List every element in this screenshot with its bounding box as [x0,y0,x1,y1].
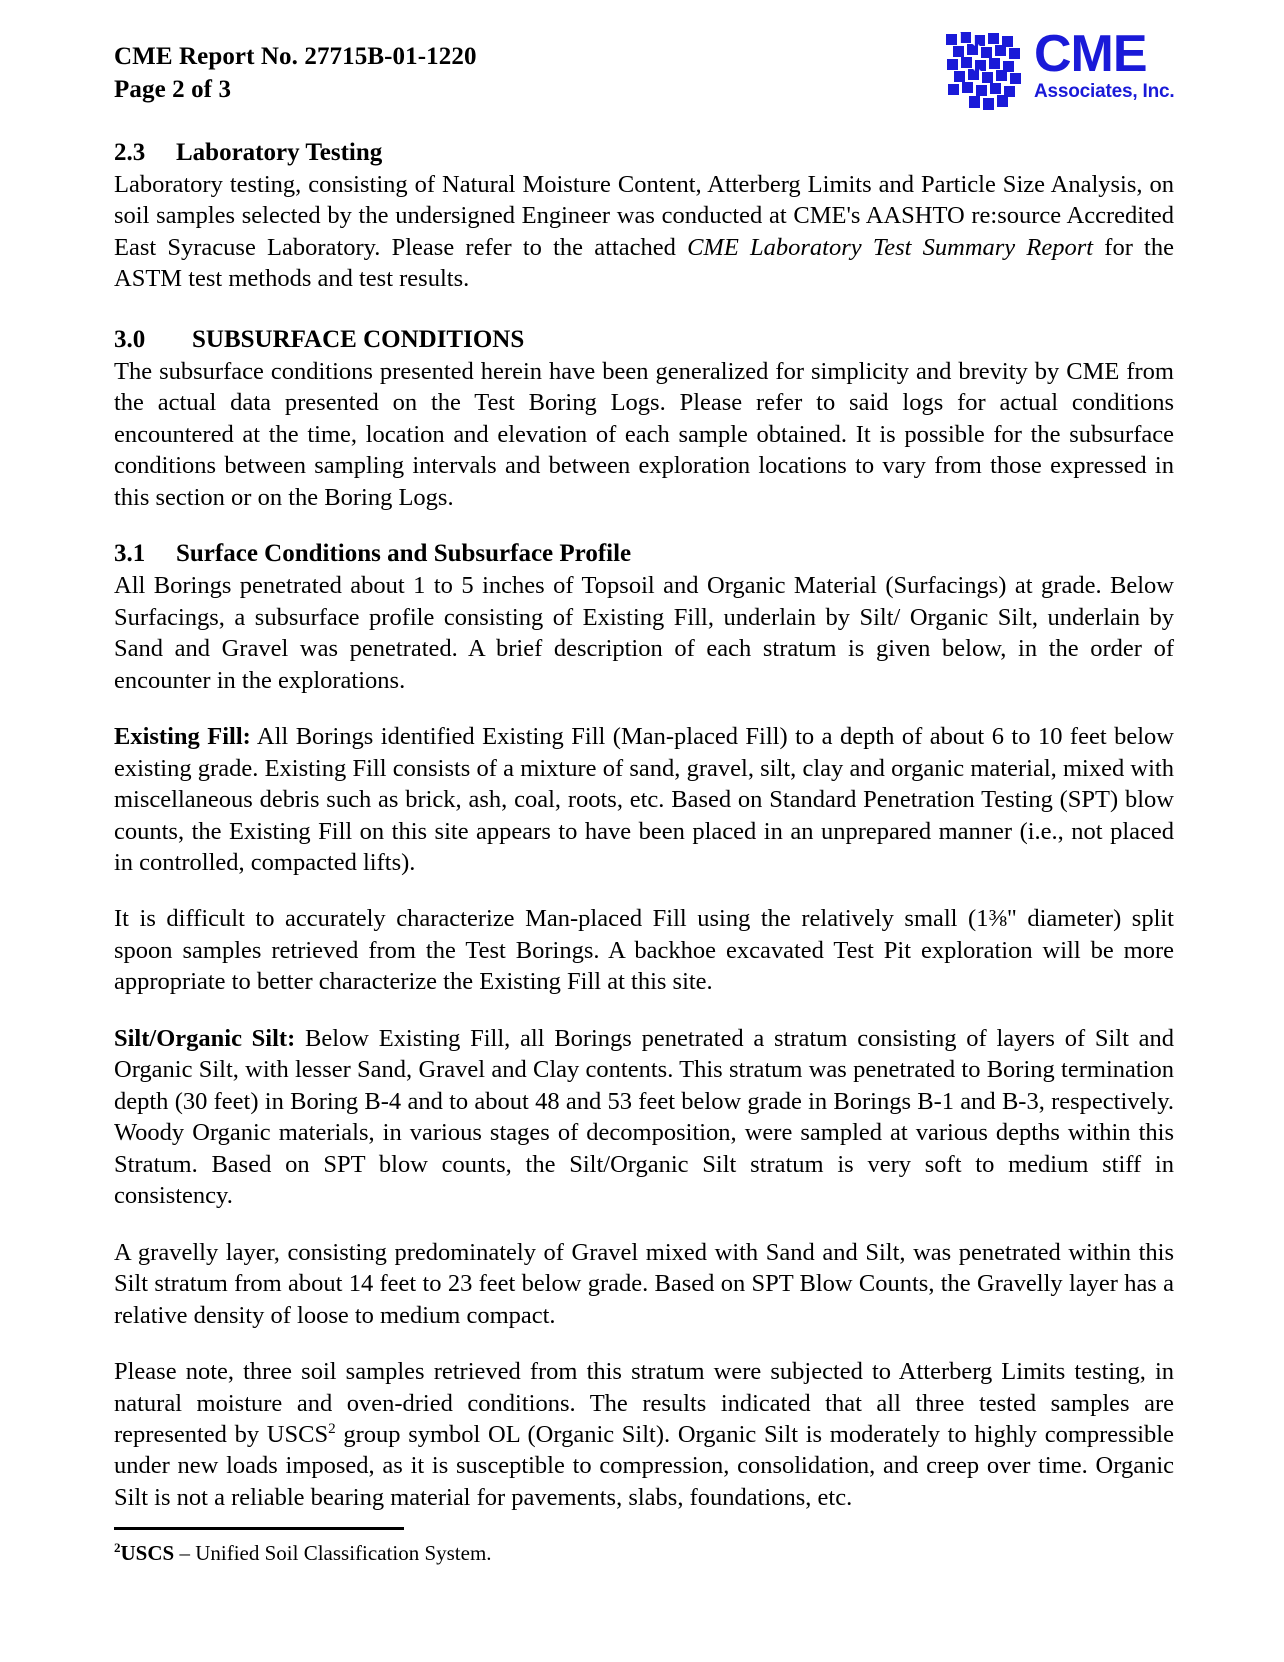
paragraph-split-spoon: It is difficult to accurately characterize Man-placed Fill using the relatively small (1⅜" diameter) split spoon samples retrieved from the Test Borings. A backhoe excavated Test Pit exploration will be more appropriate to better characterize the Existing Fill at this site. [114,905,1174,996]
paragraph-laboratory-testing [114,169,1174,295]
paragraph-surface-profile: All Borings penetrated about 1 to 5 inches of Topsoil and Organic Material (Surfacings) at grade. Below Surfacings, a subsurface profile consisting of Existing Fill, underlain by Silt/ Organic Silt, underlain by Sand and Gravel was penetrated. A brief description of each stratum is given below, in the order of encounter in the explorations. [114,572,1174,694]
para-text: Below Existing Fill, all Borings penetrated a stratum consisting of layers of Silt and Organic Silt, with lesser Sand, Gravel and Clay contents. This stratum was penetrated to Boring termination depth (30 feet) in Boring B-4 and to about 48 and 53 feet below grade in Borings B-1 and B-3, respectively. Woody Organic materials, in various stages of decomposition, were sampled at various depths within this Stratum. Based on SPT blow counts, the Silt/Organic Silt stratum is very soft to medium stiff in consistency. [114,1024,1175,1210]
logo-tagline: Associates, Inc. [1034,81,1175,102]
footnote-term: USCS [120,1540,175,1565]
para-text-b: for the ASTM test methods and test results. [114,233,1174,293]
para-text-b: group symbol OL (Organic Silt). Organic Silt is moderately to highly compressible under new loads imposed, as it is susceptible to compression, consolidation, and creep over time. Organic Silt is not a reliable bearing material for pavements, slabs, foundations, etc. [114,1421,1174,1511]
footnote-definition: – Unified Soil Classification System. [174,1540,492,1565]
document-body [114,138,1174,1513]
section-spacer [114,513,1174,539]
term-existing-fill: Existing Fill: [114,723,251,751]
heading-title: Laboratory Testing [176,139,383,166]
footnote-reference-marker: 2 [328,1419,336,1437]
heading-number: 3.0 [114,325,146,353]
section-laboratory-testing [114,138,1174,295]
page-header [114,25,1175,122]
term-silt-organic-silt: Silt/Organic Silt: [114,1024,296,1052]
section-spacer [114,295,1174,325]
page-number: Page 2 of 3 [114,76,232,103]
paragraph-existing-fill [114,721,1174,878]
para-text: All Borings identified Existing Fill (Man-placed Fill) to a depth of about 6 to 10 feet below existing grade. Existing Fill consists of a mixture of sand, gravel, silt, clay and organic material, mixed with miscellaneous debris such as brick, ash, coal, roots, etc. Based on Standard Penetration Testing (SPT) blow counts, the Existing Fill on this site appears to have been placed in an unprepared manner (i.e., not placed in controlled, compacted lifts). [114,723,1174,876]
heading-title: Surface Conditions and Subsurface Profile [176,540,632,568]
section-subsurface-conditions [114,325,1174,513]
para-text-a: Laboratory testing, consisting of Natural Moisture Content, Atterberg Limits and Particle Size Analysis, on soil samples selected by the undersigned Engineer was conducted at CME's AASHTO re:source Accredited East Syracuse Laboratory. Please refer to the attached [114,171,1174,261]
heading-title: SUBSURFACE CONDITIONS [192,325,525,353]
cube-blocks-icon [944,32,1026,112]
para-text-italic: CME Laboratory Test Summary Report [687,233,1094,261]
heading-surface-profile [114,539,1174,569]
footnote-area [114,1527,1174,1566]
para-text-a: Please note, three soil samples retrieved from this stratum were subjected to Atterberg Limits testing, in natural moisture and oven-dried conditions. The results indicated that all three tested samples are represented by USCS [114,1358,1174,1448]
section-surface-profile [114,539,1174,1513]
cme-logo [944,25,1179,112]
footnote-entry [114,1540,1174,1566]
paragraph-subsurface-intro: The subsurface conditions presented herein have been generalized for simplicity and brevity by CME from the actual data presented on the Test Boring Logs. Please refer to said logs for actual conditions encountered at the time, location and elevation of each sample obtained. It is possible for the subsurface conditions between sampling intervals and between exploration locations to vary from those expressed in this section or on the Boring Logs. [114,357,1174,511]
paragraph-atterberg-results [114,1356,1174,1513]
report-number: CME Report No. 27715B-01-1220 [114,43,477,70]
heading-laboratory-testing [114,138,1174,168]
logo-brand: CME [1034,25,1147,83]
logo-wordmark [1034,25,1182,103]
paragraph-silt-organic-silt [114,1023,1174,1212]
heading-number: 2.3 [114,139,146,166]
heading-subsurface-conditions [114,325,1174,355]
paragraph-gravelly-layer: A gravelly layer, consisting predominately of Gravel mixed with Sand and Silt, was penetrated within this Silt stratum from about 14 feet to 23 feet below grade. Based on SPT Blow Counts, the Gravelly layer has a relative density of loose to medium compact. [114,1238,1174,1329]
heading-number: 3.1 [114,540,146,568]
footnote-separator-rule [114,1527,404,1530]
footnote-marker: 2 [114,1539,121,1555]
